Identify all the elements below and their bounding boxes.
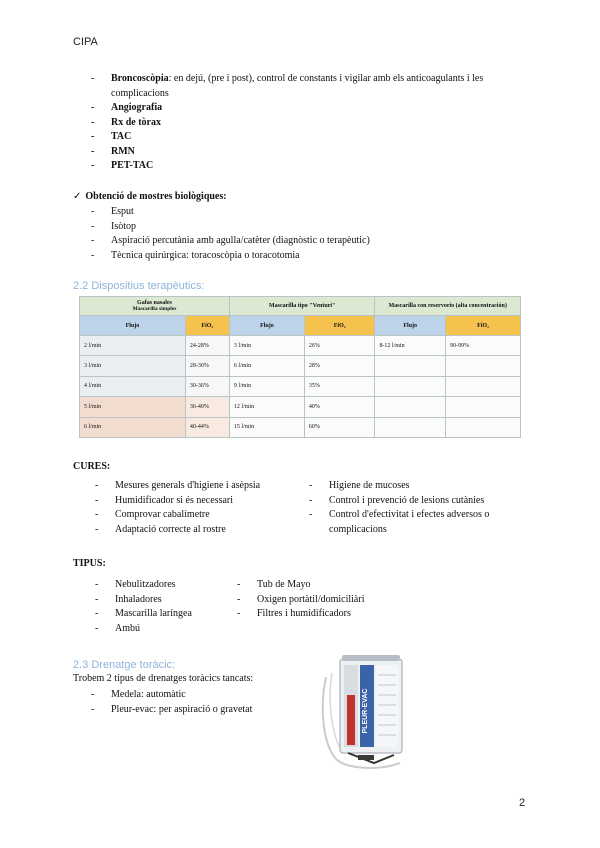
table-cell: 8-12 l/min [375,335,446,355]
device-label: PLEUR-EVAC [362,688,369,734]
table-cell [445,417,520,438]
table-group-header: Mascarilla tipo "Venturi" [229,297,375,316]
list-item: - Higiene de mucoses [309,479,531,494]
table-cell [375,356,446,376]
table-cell [375,376,446,396]
table-group-header: Gafas nasales Mascarilla simples [80,297,230,316]
table-cell [375,417,446,438]
list-item: - Pleur-evac: per aspiració o gravetat [91,703,311,718]
section-heading-2-3: 2.3 Drenatge toràcic: [73,659,176,671]
table-cell: 26% [304,335,375,355]
list-item: - Broncoscòpia: en dejú, (pre i post), control de constants i vigilar amb els anticoagulants i les complicacions [91,72,541,101]
list-item: - TAC [91,130,541,145]
list-item: - Nebulitzadores [95,578,230,593]
list-item: - Tècnica quirúrgica: toracoscòpia o toracotomia [91,249,521,264]
table-row [80,335,521,355]
list-item: - Isòtop [91,220,521,235]
table-row [80,397,521,417]
section-heading-2-2: 2.2 Dispositius terapèutics: [73,280,205,292]
table-cell: 6 l/min [80,417,186,438]
cures-title: CURES: [73,461,111,472]
tipus-title: TIPUS: [73,558,106,569]
list-item: - Esput [91,205,521,220]
drainage-intro: Trobem 2 tipus de drenatges toràcics tancats: [73,673,254,684]
table-header: Flujo [80,316,186,335]
list-item: - Oxigen portàtil/domiciliàri [237,593,437,608]
samples-list [91,205,521,263]
table-header: FiO₂ [445,316,520,335]
table-cell: 15 l/min [229,417,304,438]
page-number: 2 [519,797,526,809]
cures-list-right [309,479,531,537]
list-item: - Humidificador si és necessari [95,494,300,509]
table-cell: 28-30% [185,356,229,376]
table-cell: 36-40% [185,397,229,417]
table-row [80,417,521,438]
list-item: - Comprovar cabalímetre [95,508,300,523]
tipus-list-left [95,578,230,636]
list-item: - Mesures generals d'higiene i asèpsia [95,479,300,494]
table-header: FiO₂ [185,316,229,335]
cures-list-left [95,479,300,537]
diagnostic-list [91,72,541,174]
list-item: - Filtres i humidificadors [237,607,437,622]
samples-title: ✓ Obtenció de mostres biològiques: [73,191,227,202]
list-item: - RMN [91,145,541,160]
table-cell: 5 l/min [80,397,186,417]
table-cell: 12 l/min [229,397,304,417]
list-item: - Tub de Mayo [237,578,437,593]
list-item: - Ambú [95,622,230,637]
table-header: FiO₂ [304,316,375,335]
table-cell: 40% [304,397,375,417]
tipus-list-right [237,578,437,622]
table-cell: 9 l/min [229,376,304,396]
table-cell: 90-99% [445,335,520,355]
oxygen-devices-table [79,296,521,438]
table-cell: 30-36% [185,376,229,396]
list-item: - Adaptació correcte al rostre [95,523,300,538]
table-header: Flujo [375,316,446,335]
list-item: - Control i prevenció de lesions cutànies [309,494,531,509]
pleur-evac-device-image [318,655,418,773]
table-cell [445,397,520,417]
table-cell: 4 l/min [80,376,186,396]
list-item: - Medela: automàtic [91,688,311,703]
table-header: Flujo [229,316,304,335]
table-cell: 28% [304,356,375,376]
table-cell [375,397,446,417]
table-group-header: Mascarilla con reservorio (alta concentración) [375,297,521,316]
table-row [80,376,521,396]
table-cell: 24-28% [185,335,229,355]
list-item: - Rx de tòrax [91,116,541,131]
table-row [80,356,521,376]
checkmark-icon: ✓ [73,191,82,202]
table-cell: 35% [304,376,375,396]
list-item: - Inhaladores [95,593,230,608]
list-item: - Mascarilla laríngea [95,607,230,622]
table-cell: 3 l/min [229,335,304,355]
list-item: - Angiografia [91,101,541,116]
table-cell: 60% [304,417,375,438]
list-item: - Control d'efectivitat i efectes adversos o complicacions [309,508,531,537]
table-cell: 40-44% [185,417,229,438]
list-item: - Aspiració percutània amb agulla/catèter (diagnòstic o terapèutic) [91,234,521,249]
header-title: CIPA [73,36,98,48]
list-item: - PET-TAC [91,159,541,174]
table-cell [445,376,520,396]
table-cell: 6 l/min [229,356,304,376]
drainage-list [91,688,311,717]
table-cell: 3 l/min [80,356,186,376]
table-cell [445,356,520,376]
table-cell: 2 l/min [80,335,186,355]
